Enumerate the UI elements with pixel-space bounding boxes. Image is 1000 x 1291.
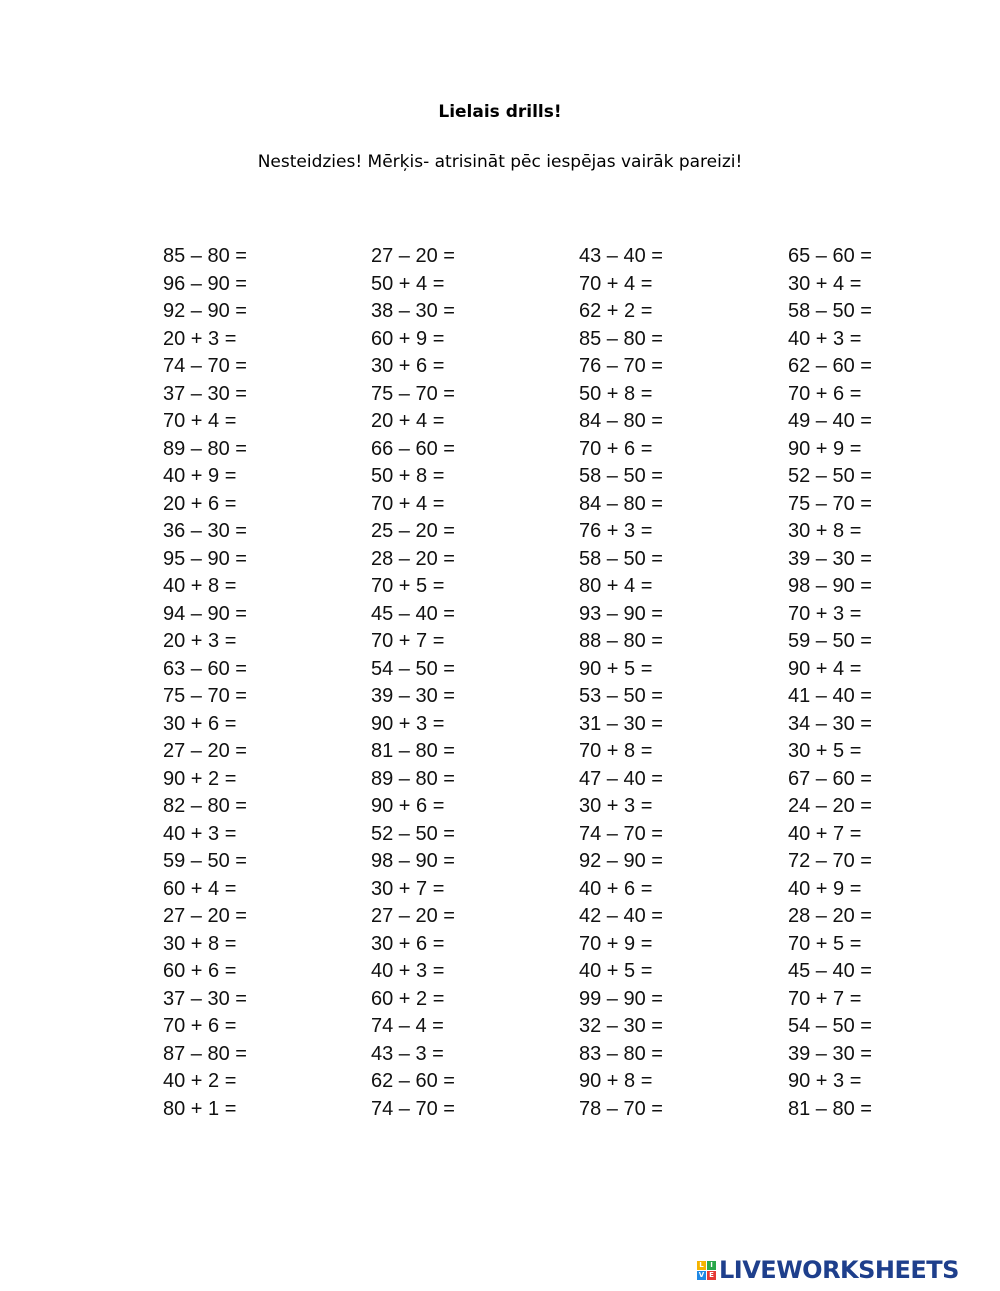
logo-mark-icon (697, 1261, 716, 1280)
equation: 40 + 3 = (163, 822, 237, 845)
equation: 27 – 20 = (371, 905, 455, 927)
equation: 92 – 90 = (163, 300, 247, 322)
equation: 90 + 6 = (371, 795, 445, 817)
exercise-column-4 (788, 243, 898, 1123)
equation: 32 – 30 = (579, 1015, 663, 1037)
equation: 34 – 30 = (788, 712, 872, 735)
equation: 40 + 7 = (788, 822, 862, 845)
equation: 67 – 60 = (788, 767, 872, 790)
equation: 40 + 5 = (579, 960, 653, 982)
equation: 75 – 70 = (788, 492, 872, 515)
equation: 90 + 3 = (371, 712, 445, 735)
logo-mark-letter: I (707, 1261, 716, 1270)
equation: 50 + 8 = (579, 382, 653, 405)
equation: 92 – 90 = (579, 850, 663, 872)
equation: 20 + 6 = (163, 492, 237, 515)
equation: 58 – 50 = (788, 300, 872, 322)
equation: 65 – 60 = (788, 245, 872, 267)
page-title: Lielais drills! (438, 102, 562, 122)
logo-text: LIVEWORKSHEETS (719, 1256, 959, 1284)
equation: 70 + 7 = (371, 630, 445, 652)
equation: 27 – 20 = (163, 905, 247, 927)
equation: 30 + 6 = (163, 712, 237, 735)
equation: 96 – 90 = (163, 272, 247, 295)
logo-mark-letter: E (707, 1271, 716, 1280)
equation: 90 + 9 = (788, 437, 862, 460)
equation: 60 + 6 = (163, 960, 237, 982)
equation: 27 – 20 = (163, 740, 247, 762)
equation: 89 – 80 = (371, 767, 455, 790)
equation: 59 – 50 = (163, 850, 247, 872)
equation: 94 – 90 = (163, 602, 247, 625)
equation: 75 – 70 = (163, 685, 247, 707)
equation: 70 + 5 = (371, 575, 445, 597)
equation: 30 + 6 = (371, 355, 445, 377)
equation: 31 – 30 = (579, 712, 663, 735)
equation: 27 – 20 = (371, 245, 455, 267)
logo-mark-letter: V (698, 1270, 705, 1279)
equation: 43 – 40 = (579, 245, 663, 267)
equation: 40 + 2 = (163, 1070, 237, 1092)
equation: 30 + 4 = (788, 272, 862, 295)
equation: 81 – 80 = (788, 1097, 872, 1120)
equation: 45 – 40 = (788, 960, 872, 982)
equation: 93 – 90 = (579, 602, 663, 625)
equation: 81 – 80 = (371, 740, 455, 762)
equation: 40 + 9 = (788, 877, 862, 900)
logo-mark-letter: L (697, 1261, 706, 1270)
equation: 82 – 80 = (163, 795, 247, 817)
equation: 90 + 8 = (579, 1070, 653, 1092)
liveworksheets-logo (697, 1256, 959, 1284)
exercise-column-3 (579, 243, 788, 1123)
equation: 98 – 90 = (371, 850, 455, 872)
equation: 70 + 6 = (788, 382, 862, 405)
equation: 66 – 60 = (371, 437, 455, 460)
equation: 98 – 90 = (788, 575, 872, 597)
equation: 85 – 80 = (163, 245, 247, 267)
equation: 90 + 3 = (788, 1070, 862, 1092)
equation: 80 + 4 = (579, 575, 653, 597)
equation: 76 – 70 = (579, 355, 663, 377)
equation: 70 + 4 = (579, 272, 653, 295)
equation: 40 + 8 = (163, 575, 237, 597)
equation: 25 – 20 = (371, 520, 455, 542)
equation: 62 + 2 = (579, 300, 653, 322)
equation: 70 + 6 = (163, 1015, 237, 1037)
equation: 70 + 6 = (579, 437, 653, 460)
equation: 78 – 70 = (579, 1097, 663, 1120)
equation: 90 + 4 = (788, 657, 862, 680)
equation: 63 – 60 = (163, 657, 247, 680)
equation: 62 – 60 = (371, 1070, 455, 1092)
equation: 70 + 3 = (788, 602, 862, 625)
equation: 70 + 4 = (163, 410, 237, 432)
equation: 20 + 4 = (371, 410, 445, 432)
equation: 42 – 40 = (579, 905, 663, 927)
equation: 50 + 4 = (371, 272, 445, 295)
equation: 50 + 8 = (371, 465, 445, 487)
equation: 30 + 6 = (371, 932, 445, 955)
exercise-grid (163, 243, 898, 1123)
equation: 74 – 4 = (371, 1015, 444, 1037)
equation: 95 – 90 = (163, 547, 247, 570)
equation: 90 + 2 = (163, 767, 237, 790)
equation: 39 – 30 = (371, 685, 455, 707)
equation: 58 – 50 = (579, 465, 663, 487)
equation: 47 – 40 = (579, 767, 663, 790)
equation: 45 – 40 = (371, 602, 455, 625)
equation: 84 – 80 = (579, 410, 663, 432)
equation: 60 + 4 = (163, 877, 237, 900)
equation: 30 + 7 = (371, 877, 445, 900)
equation: 70 + 8 = (579, 740, 653, 762)
equation: 41 – 40 = (788, 685, 872, 707)
equation: 89 – 80 = (163, 437, 247, 460)
equation: 87 – 80 = (163, 1042, 247, 1065)
equation: 30 + 8 = (163, 932, 237, 955)
equation: 88 – 80 = (579, 630, 663, 652)
equation: 37 – 30 = (163, 987, 247, 1010)
equation: 62 – 60 = (788, 355, 872, 377)
equation: 54 – 50 = (788, 1015, 872, 1037)
equation: 75 – 70 = (371, 382, 455, 405)
instructions: Nesteidzies! Mērķis- atrisināt pēc iespējas vairāk pareizi! (257, 152, 743, 172)
equation: 99 – 90 = (579, 987, 663, 1010)
equation: 76 + 3 = (579, 520, 653, 542)
exercise-column-1 (163, 243, 371, 1123)
exercise-column-2 (371, 243, 579, 1123)
equation: 54 – 50 = (371, 657, 455, 680)
equation: 70 + 9 = (579, 932, 653, 955)
equation: 40 + 6 = (579, 877, 653, 900)
equation: 20 + 3 = (163, 327, 237, 350)
equation: 49 – 40 = (788, 410, 872, 432)
equation: 83 – 80 = (579, 1042, 663, 1065)
equation: 72 – 70 = (788, 850, 872, 872)
equation: 40 + 9 = (163, 465, 237, 487)
equation: 70 + 5 = (788, 932, 862, 955)
equation: 90 + 5 = (579, 657, 653, 680)
equation: 52 – 50 = (371, 822, 455, 845)
equation: 40 + 3 = (788, 327, 862, 350)
equation: 40 + 3 = (371, 960, 445, 982)
equation: 43 – 3 = (371, 1042, 444, 1065)
equation: 52 – 50 = (788, 465, 872, 487)
equation: 58 – 50 = (579, 547, 663, 570)
equation: 24 – 20 = (788, 795, 872, 817)
equation: 39 – 30 = (788, 1042, 872, 1065)
equation: 28 – 20 = (371, 547, 455, 570)
equation: 39 – 30 = (788, 547, 872, 570)
equation: 38 – 30 = (371, 300, 455, 322)
equation: 85 – 80 = (579, 327, 663, 350)
equation: 20 + 3 = (163, 630, 237, 652)
equation: 36 – 30 = (163, 520, 247, 542)
equation: 37 – 30 = (163, 382, 247, 405)
equation: 70 + 4 = (371, 492, 445, 515)
equation: 60 + 2 = (371, 987, 445, 1010)
equation: 59 – 50 = (788, 630, 872, 652)
equation: 74 – 70 = (163, 355, 247, 377)
equation: 80 + 1 = (163, 1097, 237, 1120)
equation: 30 + 5 = (788, 740, 862, 762)
equation: 74 – 70 = (371, 1097, 455, 1120)
equation: 84 – 80 = (579, 492, 663, 515)
equation: 60 + 9 = (371, 327, 445, 350)
equation: 30 + 8 = (788, 520, 862, 542)
equation: 74 – 70 = (579, 822, 663, 845)
equation: 30 + 3 = (579, 795, 653, 817)
equation: 70 + 7 = (788, 987, 862, 1010)
equation: 28 – 20 = (788, 905, 872, 927)
equation: 53 – 50 = (579, 685, 663, 707)
